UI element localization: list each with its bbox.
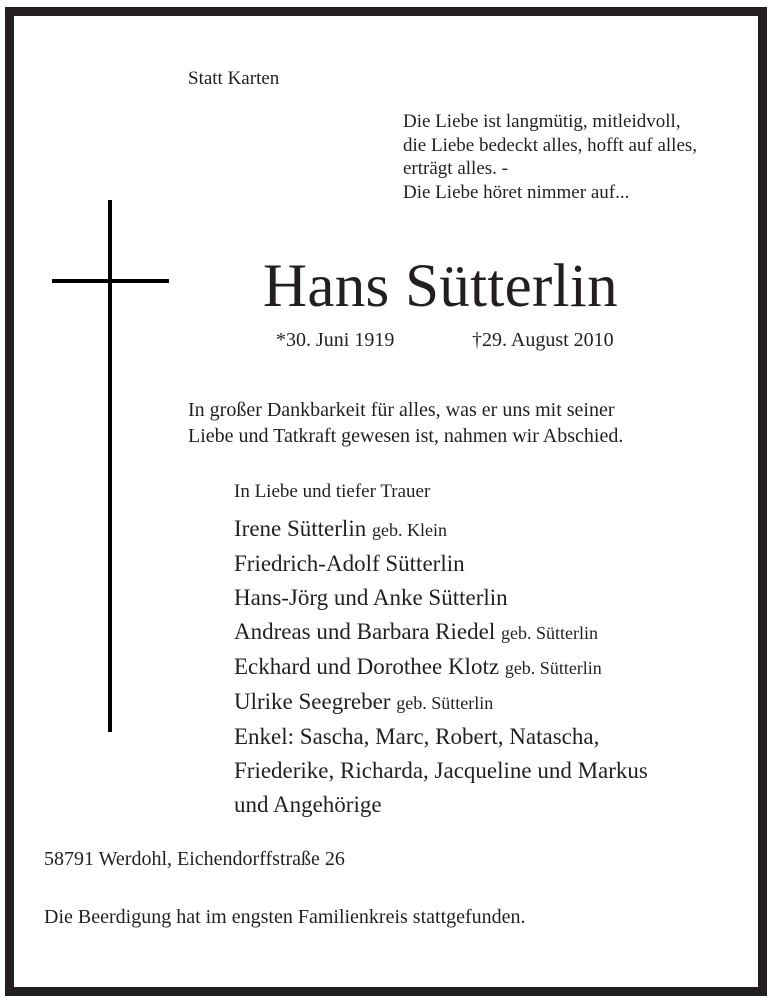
address: 58791 Werdohl, Eichendorffstraße 26 bbox=[44, 848, 345, 870]
death-date: †29. August 2010 bbox=[472, 329, 614, 351]
verse-line: die Liebe bedeckt alles, hofft auf alles, bbox=[403, 134, 698, 156]
maiden-name: geb. Sütterlin bbox=[504, 658, 602, 678]
bible-verse bbox=[403, 110, 697, 204]
gratitude-line: Liebe und Tatkraft gewesen ist, nahmen wir Abschied. bbox=[188, 425, 624, 447]
verse-line: erträgt alles. - bbox=[403, 158, 508, 179]
family-member: Hans-Jörg und Anke Sütterlin bbox=[234, 585, 508, 610]
family-member: Eckhard und Dorothee Klotz geb. Sütterlin bbox=[234, 654, 602, 679]
maiden-name: geb. Klein bbox=[371, 520, 447, 540]
funeral-note: Die Beerdigung hat im engsten Familienkreis stattgefunden. bbox=[44, 906, 526, 928]
notice-header: Statt Karten bbox=[188, 68, 280, 89]
deceased-name: Hans Sütterlin bbox=[263, 253, 618, 320]
gratitude-line: In großer Dankbarkeit für alles, was er uns mit seiner bbox=[188, 399, 615, 421]
family-member: Ulrike Seegreber geb. Sütterlin bbox=[234, 689, 494, 714]
maiden-name: geb. Sütterlin bbox=[500, 623, 598, 643]
family-list bbox=[234, 512, 648, 822]
gratitude-text bbox=[188, 397, 623, 449]
grandchildren: Friederike, Richarda, Jacqueline und Markus bbox=[234, 758, 648, 783]
family-member: Irene Sütterlin geb. Klein bbox=[234, 516, 447, 541]
family-member: Andreas und Barbara Riedel geb. Sütterlin bbox=[234, 619, 598, 644]
mourning-intro: In Liebe und tiefer Trauer bbox=[234, 481, 431, 502]
birth-date: *30. Juni 1919 bbox=[276, 329, 395, 351]
relatives: und Angehörige bbox=[234, 792, 382, 817]
maiden-name: geb. Sütterlin bbox=[396, 693, 494, 713]
family-member: Friedrich-Adolf Sütterlin bbox=[234, 551, 465, 576]
grandchildren: Enkel: Sascha, Marc, Robert, Natascha, bbox=[234, 724, 600, 749]
verse-line: Die Liebe höret nimmer auf... bbox=[403, 181, 630, 203]
verse-line: Die Liebe ist langmütig, mitleidvoll, bbox=[403, 111, 681, 132]
cross-icon-crossbar bbox=[52, 279, 169, 283]
